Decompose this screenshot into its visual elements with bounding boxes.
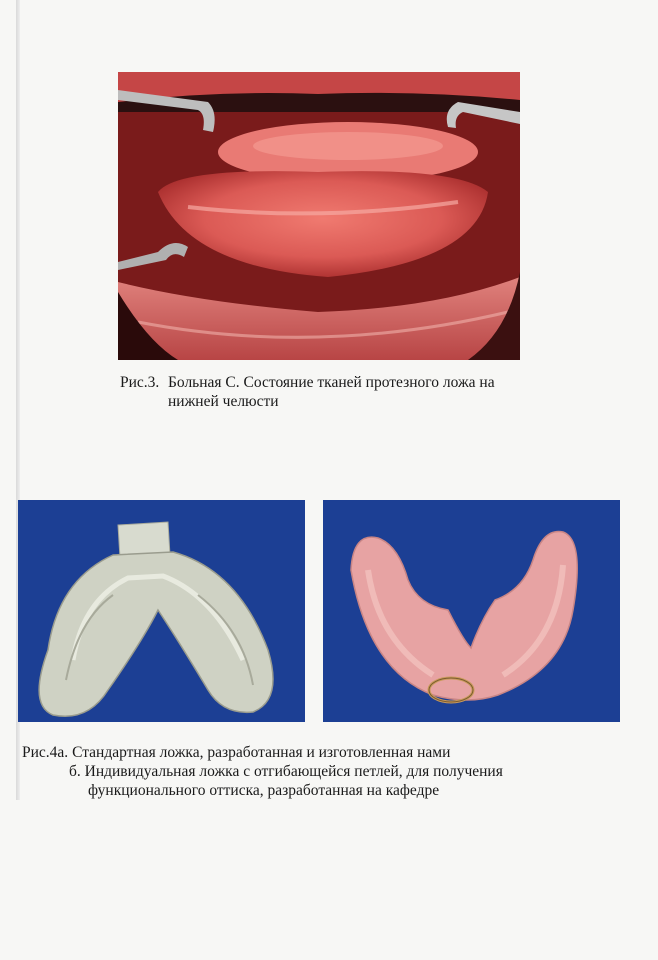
figure-3-photo — [118, 72, 520, 360]
figure-4b-caption: б. Индивидуальная ложка с отгибающейся петлей, для получения — [69, 763, 503, 780]
figure-3-caption-line1: Больная С. Состояние тканей протезного ложа на — [168, 374, 495, 391]
figure-4b-photo — [323, 500, 620, 722]
figure-3-caption — [120, 373, 495, 411]
figure-3-label: Рис.3. — [120, 374, 160, 391]
figure-4a-label: Рис.4а. — [22, 744, 69, 761]
figure-4-caption — [22, 743, 503, 800]
figure-4a-caption: Стандартная ложка, разработанная и изготовленная нами — [72, 744, 451, 761]
figure-4b-caption-cont: функционального оттиска, разработанная на кафедре — [88, 782, 440, 799]
figure-3-caption-line2: нижней челюсти — [168, 393, 279, 410]
figure-4a-photo — [18, 500, 305, 722]
